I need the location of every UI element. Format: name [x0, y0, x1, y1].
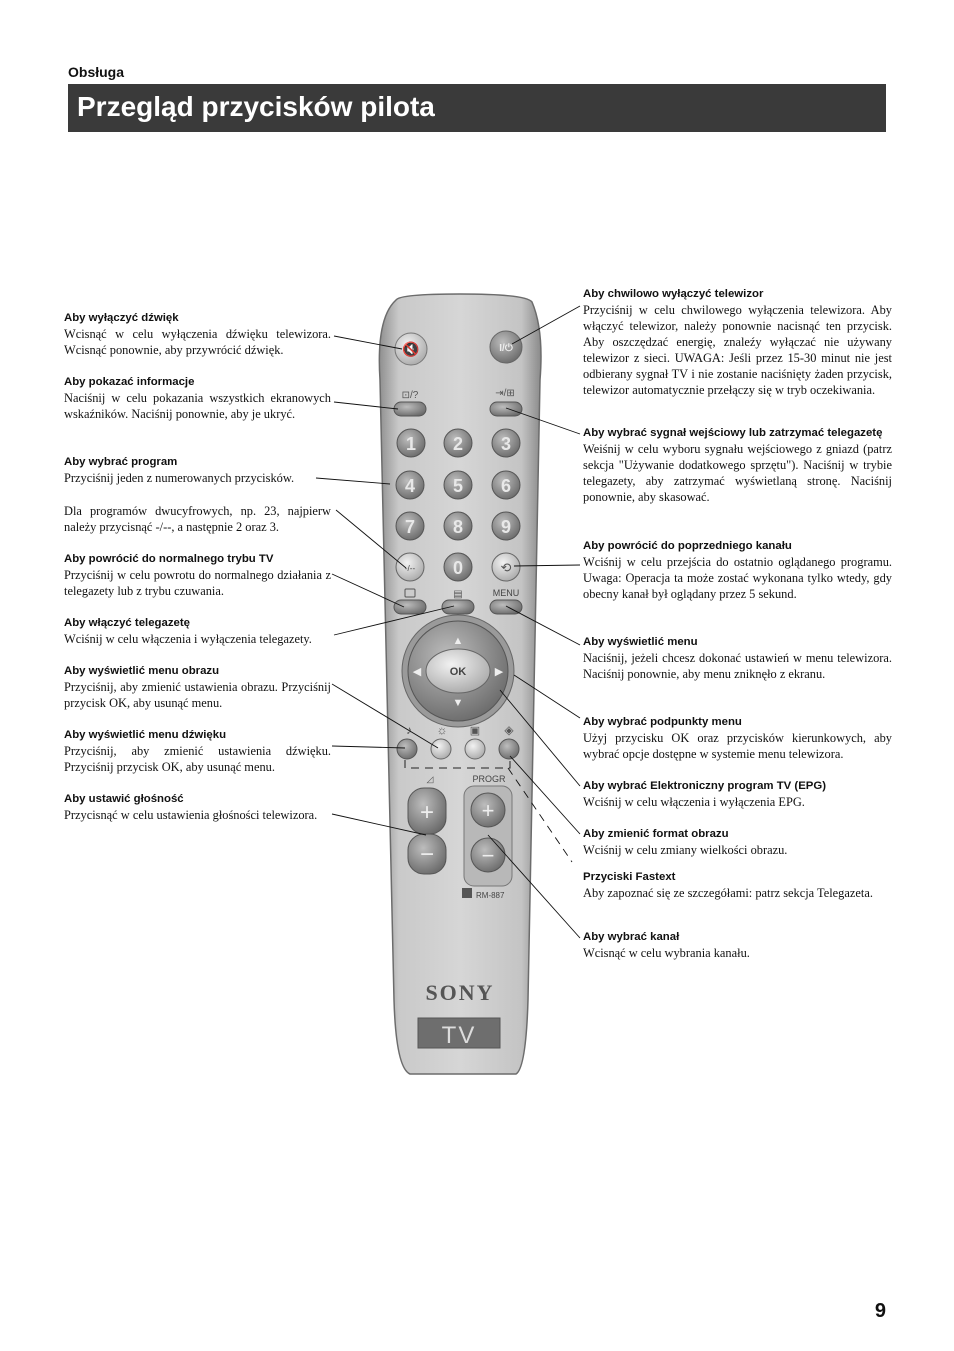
desc-heading: Aby wyłączyć dźwięk	[64, 312, 179, 324]
menu-label: MENU	[492, 588, 520, 598]
direction-pad	[402, 615, 514, 727]
model-label: RM-887	[476, 891, 505, 900]
digit-label: 7	[404, 517, 416, 537]
desc-heading: Przyciski Fastext	[583, 871, 676, 883]
desc-body: Wciśnij w celu przejścia do ostatnio oglądanego programu. Uwaga: Operacja ta może zostać wykonana tylko wtedy, gdy obecny kanał był oglądany przez 5 sekund.	[583, 555, 892, 601]
epg-icon: ▣	[469, 725, 481, 737]
power-label: I/⏻	[499, 343, 513, 354]
tv-badge-label: TV	[441, 1022, 477, 1049]
desc-heading: Aby chwilowo wyłączyć telewizor	[583, 288, 764, 300]
page-title: Przegląd przycisków pilota	[77, 91, 435, 122]
desc-body: Przyciśnij jeden z numerowanych przycisków.	[64, 471, 295, 485]
desc-body: Wcisnąć w celu wybrania kanału.	[583, 946, 750, 960]
digit-3-button[interactable]	[492, 429, 520, 457]
desc-body: Przycisnąć w celu ustawienia głośności telewizora.	[64, 808, 318, 822]
two-digit-label: -/--	[404, 564, 416, 573]
teletext-button[interactable]	[442, 600, 474, 614]
tv-mode-button[interactable]	[394, 600, 426, 614]
digit-label: 5	[452, 476, 464, 496]
desc-body: Aby zapoznać się ze szczegółami: patrz sekcja Telegazeta.	[583, 886, 873, 900]
channel-up-button[interactable]	[471, 793, 505, 827]
desc-heading: Aby wyświetlić menu	[583, 636, 698, 648]
teletext-icon: ▤	[453, 589, 463, 600]
desc-body: Przyciśnij w celu chwilowego wyłączenia telewizora. Aby włączyć telewizor, należy ponownie nacisnąć ten przycisk. Aby oszczędzać energię, znaleźy wyłączać nie używany telewizor z sieci. UWAGA: Jeśli przez 15-30 minut nie jest odbierany sygnał TV i nie zostanie naciśnięty żaden przycisk, telewizor automatycznie przełączy się w tryb oczekiwania.	[583, 303, 892, 397]
digit-label: 0	[452, 558, 464, 578]
volume-icon: ◿	[426, 774, 434, 784]
digit-1-button[interactable]	[397, 429, 425, 457]
minus-icon: −	[419, 841, 435, 868]
channel-down-button[interactable]	[471, 838, 505, 872]
progr-label: PROGR	[472, 774, 506, 784]
input-icon: ⇥/⊞	[495, 388, 515, 399]
digit-0-button[interactable]	[444, 553, 472, 581]
desc-body: Przyciśnij, aby zmienić ustawienia dźwięku. Przyciśnij przycisk OK, aby usunąć menu.	[64, 744, 331, 774]
desc-heading: Aby wyświetlić menu dźwięku	[64, 729, 227, 741]
ok-label: OK	[449, 666, 467, 678]
desc-heading: Aby włączyć telegazetę	[64, 617, 190, 629]
model-logo-icon	[462, 888, 472, 898]
arrow-down-icon[interactable]: ▼	[452, 697, 464, 709]
desc-heading: Aby wybrać sygnał wejściowy lub zatrzymać telegazetę	[583, 427, 883, 439]
digit-label: 1	[405, 434, 417, 454]
arrow-up-icon[interactable]: ▲	[452, 635, 464, 647]
previous-channel-icon: ⟲	[500, 560, 512, 575]
digit-label: 4	[404, 476, 416, 496]
digit-label: 3	[500, 434, 512, 454]
desc-heading: Aby wybrać kanał	[583, 931, 680, 943]
desc-heading: Aby pokazać informacje	[64, 376, 195, 388]
section-label: Obsługa	[68, 64, 125, 80]
sound-menu-button[interactable]	[397, 739, 417, 759]
desc-heading: Aby wybrać podpunkty menu	[583, 716, 742, 728]
arrow-left-icon[interactable]: ◀	[412, 666, 422, 678]
epg-button[interactable]	[465, 739, 485, 759]
input-button[interactable]	[490, 402, 522, 416]
format-icon: ◈	[504, 723, 514, 737]
desc-body: Użyj przycisku OK oraz przycisków kierunkowych, aby wybrać opcje dostępne w systemie menu telewizora.	[583, 731, 892, 761]
desc-heading: Aby wybrać Elektroniczny program TV (EPG)	[583, 780, 827, 792]
desc-body: Wciśnij w celu włączenia i wyłączenia EPG.	[583, 795, 805, 809]
desc-body: Wciśnij w celu zmiany wielkości obrazu.	[583, 843, 788, 857]
desc-heading: Aby powrócić do normalnego trybu TV	[64, 553, 274, 565]
format-button[interactable]	[499, 739, 519, 759]
digit-7-button[interactable]	[396, 512, 424, 540]
digit-label: 8	[452, 517, 464, 537]
desc-heading: Aby wybrać program	[64, 456, 178, 468]
desc-body: Naciśnij w celu pokazania wszystkich ekranowych wskaźników. Naciśnij ponownie, aby je ukryć.	[64, 391, 331, 421]
desc-body: Przyciśnij w celu powrotu do normalnego działania z telegazety lub z trybu czuwania.	[64, 568, 331, 598]
minus-icon: −	[481, 843, 495, 868]
desc-body: Wciśnij w celu włączenia i wyłączenia telegazety.	[64, 632, 312, 646]
desc-body: Naciśnij, jeżeli chcesz dokonać ustawień w menu telewizora. Naciśnij ponownie, aby menu zniknęło z ekranu.	[583, 651, 892, 681]
desc-heading: Aby zmienić format obrazu	[583, 828, 729, 840]
desc-body: Przyciśnij, aby zmienić ustawienia obrazu. Przyciśnij przycisk OK, aby usunąć menu.	[64, 680, 331, 710]
plus-icon: +	[419, 799, 435, 826]
digit-4-button[interactable]	[396, 471, 424, 499]
desc-heading: Aby powrócić do poprzedniego kanału	[583, 540, 792, 552]
digit-label: 6	[500, 476, 512, 496]
two-digit-button[interactable]	[396, 553, 424, 581]
desc-heading: Aby ustawić głośność	[64, 793, 184, 805]
volume-up-button[interactable]	[408, 788, 446, 834]
picture-menu-icon: ☼	[436, 723, 448, 737]
picture-menu-button[interactable]	[431, 739, 451, 759]
desc-body: Dla programów dwucyfrowych, np. 23, najpierw należy przycisnąć -/--, a następnie 2 oraz 3.	[64, 504, 331, 534]
desc-body: Weiśnij w celu wyboru sygnału wejściowego z gniazd (patrz sekcja "Używanie dodatkowego sprzętu"). Naciśnij w trybie telegazety, aby zatrzymać wyświetlaną stronę. Naciśnij ponownie, aby skasować.	[583, 442, 892, 504]
previous-channel-button[interactable]	[492, 553, 520, 581]
digit-6-button[interactable]	[492, 471, 520, 499]
arrow-right-icon[interactable]: ▶	[494, 666, 504, 678]
volume-down-button[interactable]	[408, 834, 446, 874]
digit-label: 2	[452, 434, 464, 454]
page-number: 9	[874, 1300, 886, 1322]
plus-icon: +	[481, 798, 495, 823]
desc-heading: Aby wyświetlić menu obrazu	[64, 665, 220, 677]
digit-8-button[interactable]	[444, 512, 472, 540]
digit-9-button[interactable]	[492, 512, 520, 540]
info-icon: ⊡/?	[401, 390, 419, 401]
mute-icon: 🔇	[402, 341, 420, 357]
desc-body: Wcisnąć w celu wyłączenia dźwięku telewizora. Wcisnąć ponownie, aby przywrócić dźwięk.	[64, 327, 331, 357]
digit-5-button[interactable]	[444, 471, 472, 499]
info-button[interactable]	[394, 402, 426, 416]
sound-menu-icon: ♪	[406, 723, 412, 737]
digit-label: 9	[500, 517, 512, 537]
digit-2-button[interactable]	[444, 429, 472, 457]
brand-logo: SONY	[425, 980, 495, 1005]
